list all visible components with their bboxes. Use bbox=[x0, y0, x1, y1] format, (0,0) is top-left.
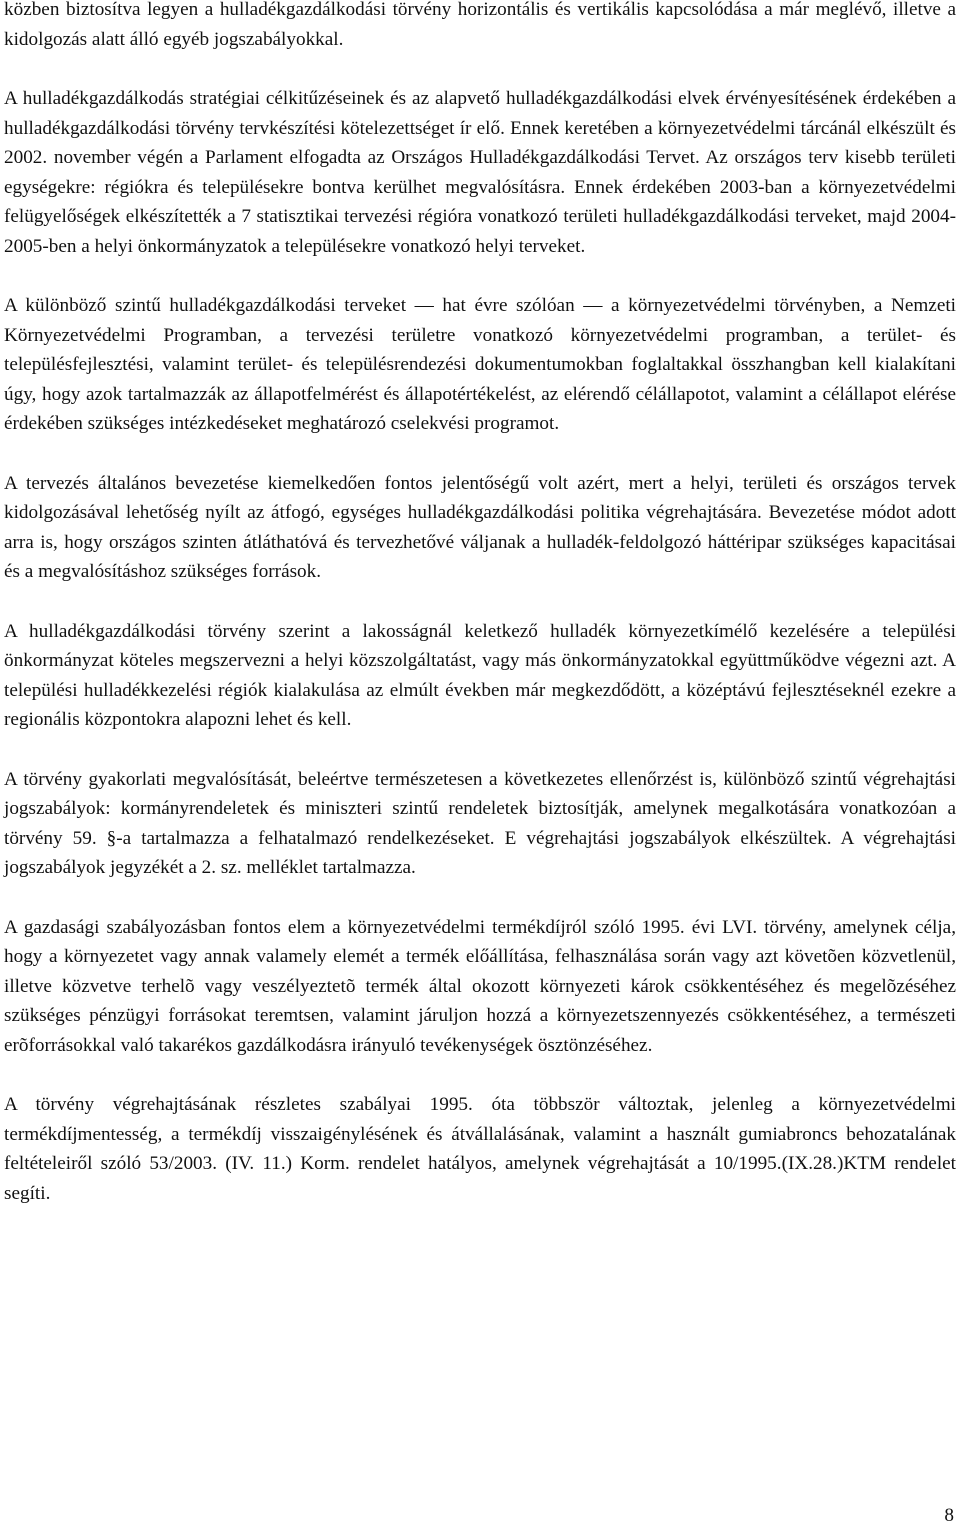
paragraph-3: A különböző szintű hulladékgazdálkodási terveket — hat évre szólóan — a környezetvédelmi törvényben, a Nemzeti Környezetvédelmi Programban, a tervezési területre vonatkozó környezetvédelmi programban, a terület- és településfejlesztési, valamint terület- és településrendezési dokumentumokban foglaltakkal összhangban kell kialakítani úgy, hogy azok tartalmazzák az állapotfelmérést és állapotértékelést, az elérendő célállapotot, valamint a célállapot elérése érdekében szükséges intézkedéseket meghatározó cselekvési programot. bbox=[4, 295, 956, 434]
paragraph-4: A tervezés általános bevezetése kiemelkedően fontos jelentőségű volt azért, mert a helyi, területi és országos tervek kidolgozásával lehetőség nyílt az átfogó, egységes hulladékgazdálkodási politika végrehajtására. Bevezetése módot adott arra is, hogy országos szinten átláthatóvá és tervezhetővé váljanak a hulladék-feldolgozó háttéripar szükséges kapacitásai és a megvalósításhoz szükséges források. bbox=[4, 472, 956, 582]
paragraph-1: közben biztosítva legyen a hulladékgazdálkodási törvény horizontális és vertikális kapcsolódása a már meglévő, illetve a kidolgozás alatt álló egyéb jogszabályokkal. bbox=[4, 0, 956, 50]
paragraph-5: A hulladékgazdálkodási törvény szerint a lakosságnál keletkező hulladék környezetkímélő kezelésére a települési önkormányzat köteles megszervezni a helyi közszolgáltatást, vagy más önkormányzatokkal együttműködve végezni azt. A települési hulladékkezelési régiók kialakulása az elmúlt években már megkezdődött, a középtávú fejlesztéseknél ezekre a regionális központokra alapozni lehet és kell. bbox=[4, 620, 956, 730]
paragraph-2: A hulladékgazdálkodás stratégiai célkitűzéseinek és az alapvető hulladékgazdálkodási elvek érvényesítésének érdekében a hulladékgazdálkodási törvény tervkészítési kötelezettséget ír elő. Ennek keretében a környezetvédelmi tárcánál elkészült és 2002. november végén a Parlament elfogadta az Országos Hulladékgazdálkodási Tervet. Az országos terv kisebb területi egységekre: régiókra és településekre bontva kerülhet megvalósításra. Ennek érdekében 2003-ban a környezetvédelmi felügyelőségek elkészítették a 7 statisztikai tervezési régióra vonatkozó területi hulladékgazdálkodási terveket, majd 2004-2005-ben a helyi önkormányzatok a településekre vonatkozó helyi terveket. bbox=[4, 88, 956, 257]
page-number: 8 bbox=[944, 1505, 954, 1526]
paragraph-6: A törvény gyakorlati megvalósítását, beleértve természetesen a következetes ellenőrzést is, különböző szintű végrehajtási jogszabályok: kormányrendeletek és miniszteri szintű rendeletek biztosítják, amelynek megalkotására vonatkozóan a törvény 59. §-a tartalmazza a felhatalmazó rendelkezéseket. E végrehajtási jogszabályok elkészültek. A végrehajtási jogszabályok jegyzékét a 2. sz. melléklet tartalmazza. bbox=[4, 768, 956, 878]
paragraph-7: A gazdasági szabályozásban fontos elem a környezetvédelmi termékdíjról szóló 1995. évi LVI. törvény, amelynek célja, hogy a környezetet vagy annak valamely elemét a termék előállítása, felhasználása során vagy azt követõen közvetlenül, illetve közvetve terhelõ vagy veszélyeztetõ termék által okozott környezeti károk csökkentéséhez és megelõzéséhez szükséges pénzügyi forrásokat teremtsen, valamint járuljon hozzá a környezetszennyezés csökkentéséhez, a természeti erõforrásokkal való takarékos gazdálkodásra irányuló tevékenységek ösztönzéséhez. bbox=[4, 916, 956, 1056]
paragraph-8: A törvény végrehajtásának részletes szabályai 1995. óta többször változtak, jelenleg a környezetvédelmi termékdíjmentesség, a termékdíj visszaigénylésének és átvállalásának, valamint a használt gumiabroncs behozatalának feltételeiről szóló 53/2003. (IV. 11.) Korm. rendelet hatályos, amelynek végrehajtását a 10/1995.(IX.28.)KTM rendelet segíti. bbox=[4, 1094, 956, 1204]
